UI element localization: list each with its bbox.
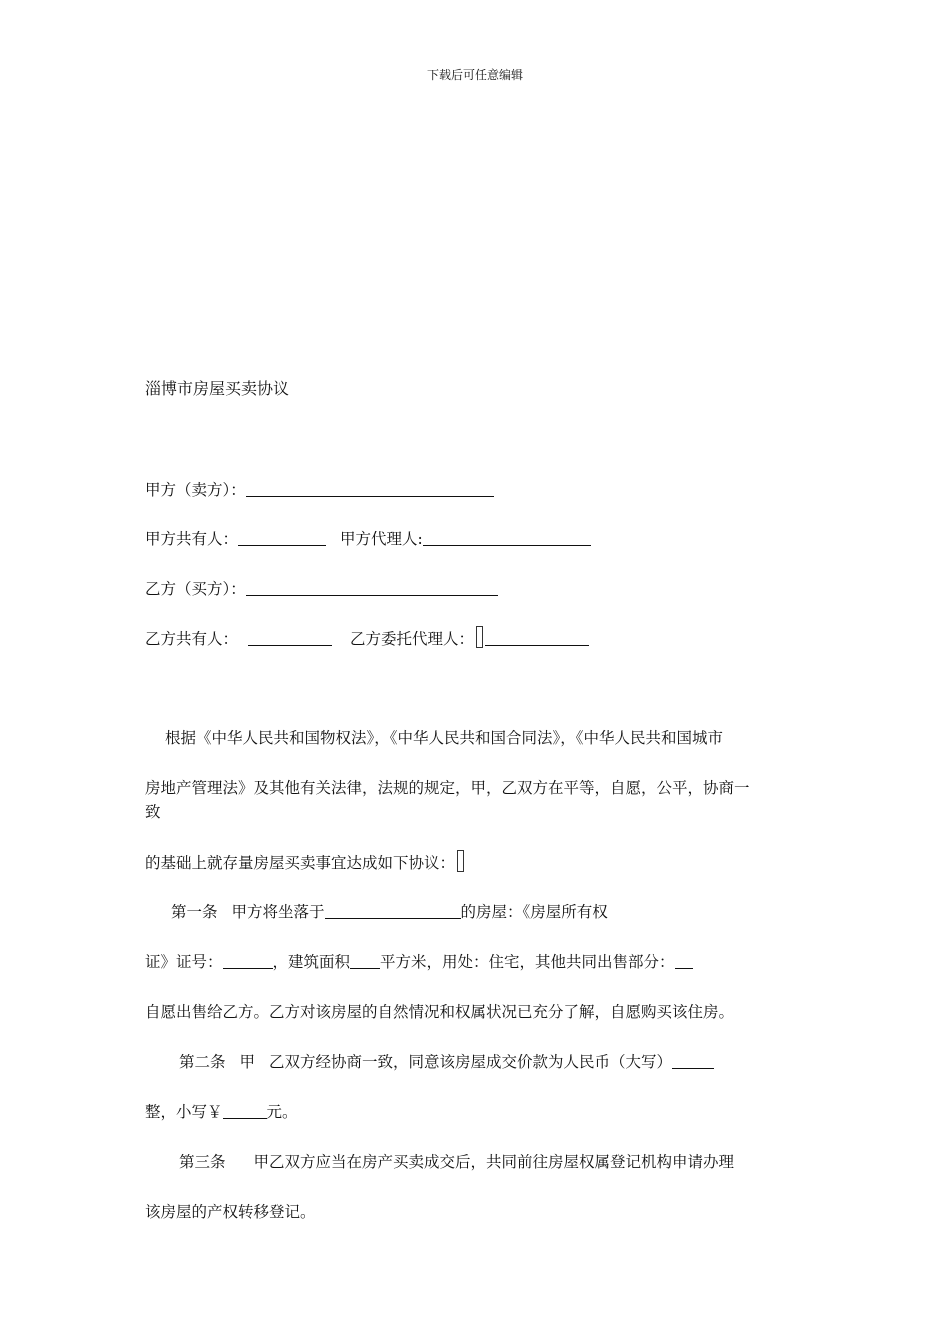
floor-area-field[interactable]: [350, 952, 380, 969]
preamble-line-4-text: 的基础上就存量房屋买卖事宜达成如下协议：: [145, 854, 456, 872]
article-2-text-b: 乙双方经协商一致，同意该房屋成交价款为人民币（大写）: [269, 1053, 673, 1071]
article-1-line-2-b: ，建筑面积: [272, 953, 351, 971]
party-b-agent-label: 乙方委托代理人：: [350, 630, 475, 648]
certificate-number-field[interactable]: [223, 952, 273, 969]
article-2-line-2-a: 整，小写￥: [145, 1103, 223, 1121]
document-title: 淄博市房屋买卖协议: [145, 379, 290, 398]
article-1-line-2-c: 平方米，用处：住宅，其他共同出售部分：: [380, 953, 675, 971]
article-1-line-2: [145, 950, 693, 972]
article-2-label: 第二条: [179, 1053, 226, 1071]
page-header: 下载后可任意编辑: [426, 68, 523, 82]
party-b-agent-field[interactable]: [485, 629, 589, 646]
article-2-line-2-b: 元。: [266, 1103, 298, 1121]
preamble-line-1: 根据《中华人民共和国物权法》，《中华人民共和国合同法》，《中华人民共和国城市: [165, 729, 724, 747]
party-a-row: [145, 478, 494, 500]
party-b-coowner-field[interactable]: [248, 629, 332, 646]
article-1-text-b: 的房屋：《房屋所有权: [460, 903, 608, 921]
party-b-field[interactable]: [246, 579, 498, 596]
article-2-line-1: [179, 1050, 714, 1072]
article-1-line-3: 自愿出售给乙方。乙方对该房屋的自然情况和权属状况已充分了解，自愿购买该住房。: [145, 1003, 735, 1021]
party-a-coowner-label: 甲方共有人：: [145, 530, 239, 548]
preamble-line-4: [145, 850, 466, 873]
article-1-line-2-a: 证》证号：: [145, 953, 223, 971]
price-uppercase-field[interactable]: [672, 1052, 714, 1069]
article-2-line-2: [145, 1100, 298, 1122]
article-1-line-1: [171, 900, 608, 922]
article-2-text-a: 甲: [239, 1053, 256, 1071]
property-location-field[interactable]: [325, 902, 461, 919]
article-3-line-2: 该房屋的产权转移登记。: [145, 1203, 316, 1221]
party-b-row: [145, 577, 498, 599]
placeholder-box: [476, 626, 483, 648]
article-3-label: 第三条: [179, 1153, 226, 1171]
party-b-coowner-label: 乙方共有人：: [145, 630, 239, 648]
party-a-agent-label: 甲方代理人:: [340, 530, 423, 548]
party-a-field[interactable]: [246, 480, 494, 497]
article-1-label: 第一条: [171, 903, 218, 921]
party-a-coowner-field[interactable]: [238, 529, 326, 546]
party-b-coowner-row: [145, 626, 589, 649]
preamble-line-3: 致: [145, 803, 161, 821]
placeholder-box: [457, 850, 464, 872]
article-1-text-a: 甲方将坐落于: [231, 903, 325, 921]
price-lowercase-field[interactable]: [223, 1102, 267, 1119]
party-a-agent-field[interactable]: [423, 529, 591, 546]
article-3-line-1: [179, 1150, 734, 1172]
preamble-line-2: 房地产管理法》及其他有关法律，法规的规定，甲，乙双方在平等，自愿，公平，协商一: [145, 779, 750, 797]
party-a-coowner-row: [145, 527, 591, 549]
party-a-label: 甲方（卖方）：: [145, 481, 246, 499]
article-3-text: 甲乙双方应当在房产买卖成交后，共同前往房屋权属登记机构申请办理: [253, 1153, 735, 1171]
party-b-label: 乙方（买方）：: [145, 580, 246, 598]
other-parts-field[interactable]: [675, 952, 693, 969]
